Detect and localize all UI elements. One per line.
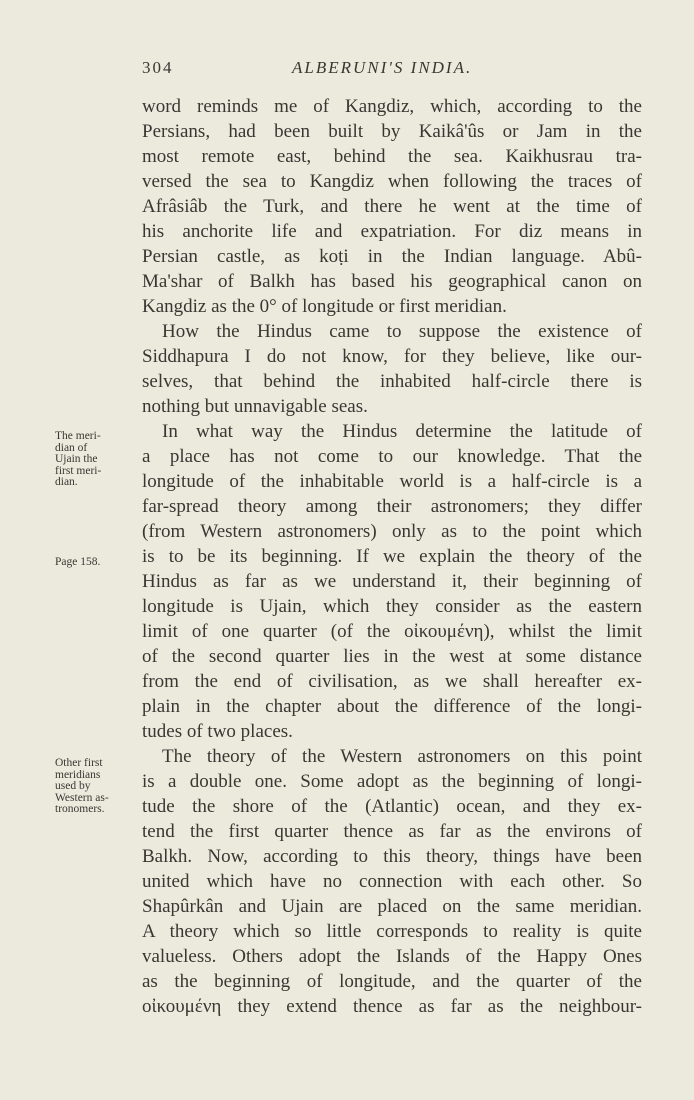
text-line: Siddhapura I do not know, for they believe, like our-: [142, 346, 642, 367]
text-line: is to be its beginning. If we explain the theory of the: [142, 546, 642, 567]
text-line: versed the sea to Kangdiz when following the traces of: [142, 171, 642, 192]
text-line: Hindus as far as we understand it, their beginning of: [142, 571, 642, 592]
text-line: his anchorite life and expatriation. For diz means in: [142, 221, 642, 242]
text-line: as the beginning of longitude, and the quarter of the: [142, 971, 642, 992]
text-line: far-spread theory among their astronomers; they differ: [142, 496, 642, 517]
text-line: Ma'shar of Balkh has based his geographical canon on: [142, 271, 642, 292]
margin-note-western-meridians: [55, 758, 135, 816]
margin-note-line: meridians: [55, 768, 101, 781]
text-line: Kangdiz as the 0° of longitude or first meridian.: [142, 296, 507, 317]
body-text: [142, 94, 642, 1019]
margin-note-line: first meri-: [55, 464, 102, 477]
text-line: In what way the Hindus determine the latitude of: [162, 421, 642, 442]
text-line: The theory of the Western astronomers on this point: [162, 746, 642, 767]
text-line: longitude of the inhabitable world is a half-circle is a: [142, 471, 642, 492]
text-line: most remote east, behind the sea. Kaikhusrau tra-: [142, 146, 642, 167]
text-line: Afrâsiâb the Turk, and there he went at the time of: [142, 196, 642, 217]
text-line: valueless. Others adopt the Islands of the Happy Ones: [142, 946, 642, 967]
margin-note-line: Ujain the: [55, 453, 98, 465]
margin-note-page-ref: [55, 557, 135, 569]
text-line: tudes of two places.: [142, 721, 293, 742]
text-line: limit of one quarter (of the οἰκουμένη), whilst the limit: [142, 621, 642, 642]
text-line: tend the first quarter thence as far as the environs of: [142, 821, 642, 842]
margin-note-line: dian of: [55, 441, 88, 454]
text-line: nothing but unnavigable seas.: [142, 396, 368, 417]
text-line: is a double one. Some adopt as the beginning of longi-: [142, 771, 642, 792]
text-line: longitude is Ujain, which they consider as the eastern: [142, 596, 642, 617]
margin-note-line: Page 158.: [55, 556, 101, 568]
margin-note-line: The meri-: [55, 430, 101, 442]
page-number: 304: [142, 58, 174, 77]
running-title: ALBERUNI'S INDIA.: [292, 58, 473, 77]
margin-note-line: Other first: [55, 757, 103, 769]
text-line: from the end of civilisation, as we shall hereafter ex-: [142, 671, 642, 692]
text-line: a place has not come to our knowledge. That the: [142, 446, 642, 467]
text-line: tude the shore of the (Atlantic) ocean, and they ex-: [142, 796, 642, 817]
text-line: (from Western astronomers) only as to the point which: [142, 521, 642, 542]
text-line: οἰκουμένη they extend thence as far as the neighbour-: [142, 996, 642, 1017]
text-line: A theory which so little corresponds to reality is quite: [142, 921, 642, 942]
text-line: How the Hindus came to suppose the existence of: [162, 321, 642, 342]
text-line: Persian castle, as koṭi in the Indian language. Abû-: [142, 246, 642, 267]
text-line: plain in the chapter about the difference of the longi-: [142, 696, 642, 717]
margin-note-line: used by: [55, 780, 91, 792]
margin-note-ujain-meridian: [55, 431, 135, 489]
text-line: Persians, had been built by Kaikâ'ûs or Jam in the: [142, 121, 642, 142]
margin-note-line: Western as-: [55, 791, 109, 804]
margin-note-line: tronomers.: [55, 803, 105, 815]
text-line: selves, that behind the inhabited half-circle there is: [142, 371, 642, 392]
margin-note-line: dian.: [55, 476, 78, 488]
text-line: word reminds me of Kangdiz, which, according to the: [142, 96, 642, 117]
text-line: Balkh. Now, according to this theory, things have been: [142, 846, 642, 867]
text-line: Shapûrkân and Ujain are placed on the same meridian.: [142, 896, 642, 917]
page-header: [142, 58, 642, 82]
text-line: of the second quarter lies in the west at some distance: [142, 646, 642, 667]
text-line: united which have no connection with each other. So: [142, 871, 642, 892]
